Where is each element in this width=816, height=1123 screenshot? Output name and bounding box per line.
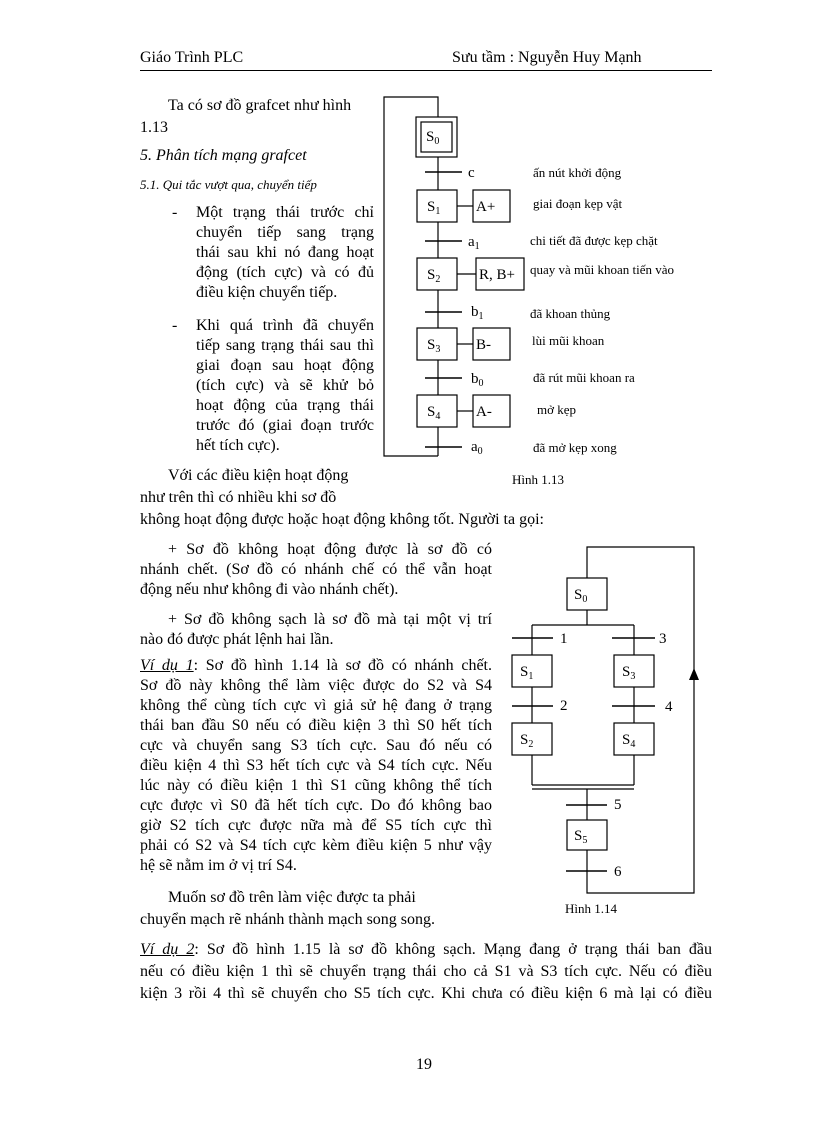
example-1-line: Sơ đồ này không thể làm việc được do S2 và S4 bbox=[140, 677, 492, 694]
example-1-line: hệ sẽ nằm im ở vị trí S4. bbox=[140, 857, 297, 874]
loop-back-line bbox=[587, 547, 694, 893]
fix-line-2: chuyển mạch rẽ nhánh thành mạch song song. bbox=[140, 911, 436, 928]
section-heading: 5. Phân tích mạng grafcet bbox=[140, 147, 307, 164]
intro-line-2: 1.13 bbox=[140, 119, 168, 136]
example-1-label: Ví dụ 1 bbox=[140, 657, 194, 674]
plus-2-line: nào đó được phát lệnh hai lần. bbox=[140, 631, 334, 648]
bullet-2-dash: - bbox=[172, 317, 178, 334]
example-1-line-0 bbox=[140, 656, 492, 676]
desc-c: ấn nút khởi động bbox=[533, 165, 622, 180]
fig114-s4-label: $S_4$ bbox=[622, 732, 636, 750]
step-s0-label: $S_0$ bbox=[426, 129, 440, 147]
fix-line-1: Muốn sơ đồ trên làm việc được ta phải bbox=[168, 889, 416, 906]
action-s3: B- bbox=[476, 337, 491, 353]
fig114-s3-label: $S_3$ bbox=[622, 664, 636, 682]
plus-1 bbox=[140, 540, 492, 600]
desc-b1: đã khoan thủng bbox=[530, 306, 611, 321]
bullet-1-line: động (tích cực) và có đủ bbox=[196, 264, 374, 281]
action-s2: R, B+ bbox=[479, 267, 515, 283]
transition-b1-label: $b_1$ bbox=[471, 304, 484, 322]
fig114-s2-label: $S_2$ bbox=[520, 732, 534, 750]
step-s1-label: $S_1$ bbox=[427, 199, 441, 217]
transition-1-label: 1 bbox=[560, 631, 568, 647]
bullet-2-line: tiếp sang trạng thái sau thì bbox=[196, 337, 374, 354]
example-1-line: không thể cùng tích cực vì giả sử hệ đang ở trạng bbox=[140, 697, 492, 714]
bullet-2-line: (tích cực) và sẽ khử bỏ bbox=[196, 377, 374, 394]
action-s4: A- bbox=[476, 404, 492, 420]
bullet-1-line: thái sau khi nó đang hoạt bbox=[196, 244, 374, 261]
header-rule bbox=[140, 70, 712, 71]
example-1-line: lúc này có điều kiện 1 thì S1 cũng không thể tích bbox=[140, 777, 492, 794]
example-1-line: phải có S2 và S4 tích cực kèm điều kiện 5 như vậy bbox=[140, 837, 492, 854]
fig114-s1-label: $S_1$ bbox=[520, 664, 534, 682]
arrow-up-icon bbox=[689, 668, 699, 680]
desc-s1: giai đoạn kẹp vật bbox=[533, 196, 623, 211]
figure-1-14 bbox=[500, 540, 712, 920]
bullet-2-line: trước đó (giai đoạn trước bbox=[196, 417, 374, 434]
step-s2-label: $S_2$ bbox=[427, 267, 441, 285]
fig114-s5-label: $S_5$ bbox=[574, 828, 588, 846]
transition-a0-label: $a_0$ bbox=[471, 439, 483, 457]
figure-1-14-caption: Hình 1.14 bbox=[565, 901, 617, 916]
plus-2 bbox=[140, 610, 492, 650]
example-2-line-0 bbox=[140, 940, 712, 960]
fig114-s0-label: $S_0$ bbox=[574, 587, 588, 605]
bullet-2-line: hoạt động của trạng thái bbox=[196, 397, 374, 414]
plus-1-line: nhánh chết. (Sơ đồ có nhánh chế có thể vẫn hoạt bbox=[140, 561, 492, 578]
plus-2-line: + Sơ đồ không sạch là sơ đồ mà tại một vị trí bbox=[168, 611, 492, 628]
plus-1-line: + Sơ đồ không hoạt động được là sơ đồ có bbox=[168, 541, 492, 558]
bullet-1-line: Một trạng thái trước chỉ bbox=[196, 204, 374, 221]
example-1 bbox=[140, 656, 492, 876]
page-number: 19 bbox=[416, 1056, 432, 1073]
action-s1: A+ bbox=[476, 199, 496, 215]
bullet-1 bbox=[196, 203, 374, 303]
example-1-line: cực và chuyển sang S3 tích cực. Sau đó nếu có bbox=[140, 737, 492, 754]
step-s3-label: $S_3$ bbox=[427, 337, 441, 355]
transition-4-label: 4 bbox=[665, 699, 673, 715]
bullet-2-line: giai đoạn sau hoạt động bbox=[196, 357, 374, 374]
bullet-2-line: hết tích cực). bbox=[196, 437, 280, 454]
transition-6-label: 6 bbox=[614, 864, 622, 880]
example-2-text: : Sơ đồ hình 1.15 là sơ đồ không sạch. Mạng đang ở trạng thái ban đầu bbox=[194, 941, 713, 958]
intro-line-1: Ta có sơ đồ grafcet như hình bbox=[168, 97, 352, 114]
example-2-label: Ví dụ 2 bbox=[140, 941, 195, 958]
example-1-line: thái ban đầu S0 nếu có điều kiện 3 thì S0 hết tích bbox=[140, 717, 492, 734]
example-2-line: kiện 3 rồi 4 thì sẽ chuyển cho S5 tích cực. Khi chưa có điều kiện 6 mà lại có điều bbox=[140, 985, 712, 1002]
transition-c-label: c bbox=[468, 165, 475, 181]
bullet-1-line: điều kiện chuyển tiếp. bbox=[196, 284, 338, 301]
conditions-line-2: như trên thì có nhiều khi sơ đồ bbox=[140, 489, 337, 506]
conditions-line-1: Với các điều kiện hoạt động bbox=[168, 467, 349, 484]
example-1-line: giờ S2 tích cực được nữa mà để S5 tích cực thì bbox=[140, 817, 492, 834]
desc-b0: đã rút mũi khoan ra bbox=[533, 370, 635, 385]
example-2-line: nếu có điều kiện 1 thì sẽ chuyển trạng thái cho cả S1 và S3 tích cực. Nếu có điều bbox=[140, 963, 712, 980]
bullet-1-line: chuyển tiếp sang trạng bbox=[196, 224, 374, 241]
transition-2-label: 2 bbox=[560, 698, 568, 714]
example-2 bbox=[140, 940, 712, 1004]
desc-s4: mở kẹp bbox=[537, 402, 577, 417]
desc-s3: lùi mũi khoan bbox=[532, 333, 605, 348]
desc-a1: chi tiết đã được kẹp chặt bbox=[530, 233, 658, 248]
conditions-line-3: không hoạt động được hoặc hoạt động không tốt. Người ta gọi: bbox=[140, 511, 544, 528]
desc-a0: đã mở kẹp xong bbox=[533, 440, 617, 455]
subsection-heading: 5.1. Qui tắc vượt qua, chuyển tiếp bbox=[140, 177, 317, 192]
transition-5-label: 5 bbox=[614, 797, 622, 813]
transition-b0-label: $b_0$ bbox=[471, 371, 484, 389]
bullet-1-dash: - bbox=[172, 204, 178, 221]
figure-1-13 bbox=[370, 90, 710, 495]
transition-3-label: 3 bbox=[659, 631, 667, 647]
example-1-line: cực được vì S0 đã hết tích cực. Do đó không bao bbox=[140, 797, 492, 814]
transition-a1-label: $a_1$ bbox=[468, 234, 480, 252]
bullet-2 bbox=[196, 316, 374, 456]
bullet-2-line: Khi quá trình đã chuyển bbox=[196, 317, 374, 334]
example-1-line: điều kiện 4 thì S3 hết tích cực và S4 tích cực. Nếu bbox=[140, 757, 492, 774]
example-1-text: : Sơ đồ hình 1.14 là sơ đồ có nhánh chết. bbox=[193, 657, 492, 674]
figure-1-13-caption: Hình 1.13 bbox=[512, 472, 564, 487]
step-s4-label: $S_4$ bbox=[427, 404, 441, 422]
desc-s2: quay và mũi khoan tiến vào bbox=[530, 262, 675, 277]
header-left: Giáo Trình PLC bbox=[140, 49, 244, 66]
plus-1-line: động nếu như không đi vào nhánh chết). bbox=[140, 581, 399, 598]
header-right: Sưu tầm : Nguyễn Huy Mạnh bbox=[452, 49, 642, 66]
